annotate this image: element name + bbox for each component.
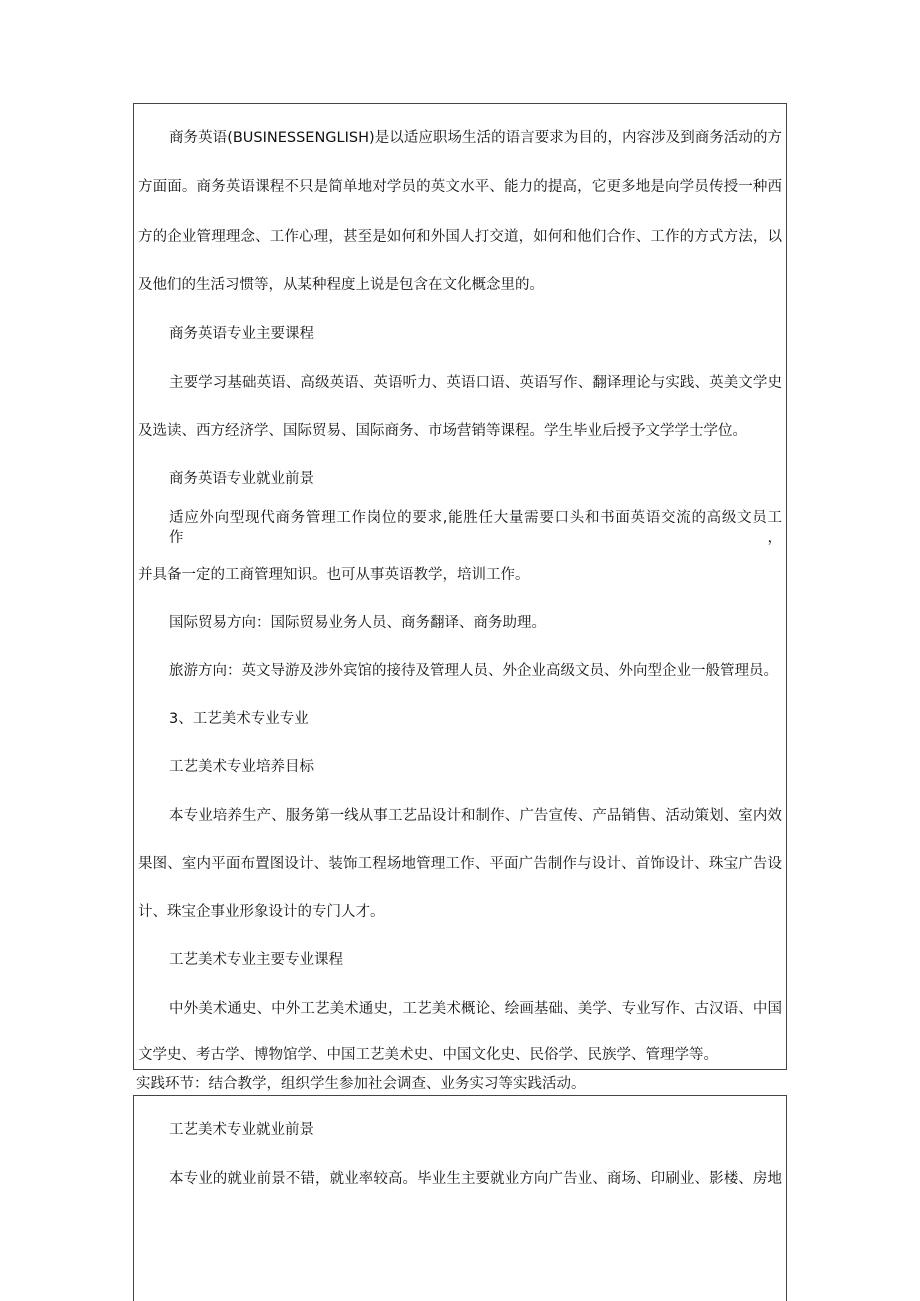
paragraph-line: 旅游方向：英文导游及涉外宾馆的接待及管理人员、外企业高级文员、外向型企业一般管理员。 <box>169 663 778 679</box>
paragraph-line: 方的企业管理理念、工作心理，甚至是如何和外国人打交道，如何和他们合作、工作的方式方法，以 <box>138 229 782 245</box>
section-heading: 工艺美术专业主要专业课程 <box>169 952 343 968</box>
paragraph-line: 果图、室内平面布置图设计、装饰工程场地管理工作、平面广告制作与设计、首饰设计、珠宝广告设 <box>138 856 782 872</box>
paragraph-line: 本专业培养生产、服务第一线从事工艺品设计和制作、广告宣传、产品销售、活动策划、室内效 <box>169 808 782 824</box>
practice-note: 实践环节：结合教学，组织学生参加社会调查、业务实习等实践活动。 <box>136 1076 586 1092</box>
paragraph-line: 中外美术通史、中外工艺美术通史，工艺美术概论、绘画基础、美学、专业写作、古汉语、中国 <box>169 1001 782 1017</box>
paragraph-line: 主要学习基础英语、高级英语、英语听力、英语口语、英语写作、翻译理论与实践、英美文学史 <box>169 375 782 391</box>
section-heading: 商务英语专业就业前景 <box>169 471 314 487</box>
paragraph-line: 并具备一定的工商管理知识。也可从事英语教学，培训工作。 <box>138 567 530 583</box>
paragraph-line: 计、珠宝企事业形象设计的专门人才。 <box>138 904 385 920</box>
paragraph-line: 适应外向型现代商务管理工作岗位的要求,能胜任大量需要口头和书面英语交流的高级文员工作， <box>169 510 782 546</box>
paragraph-line: 方面面。商务英语课程不只是简单地对学员的英文水平、能力的提高，它更多地是向学员传授一种西 <box>138 179 782 195</box>
paragraph-line: 国际贸易方向：国际贸易业务人员、商务翻译、商务助理。 <box>169 615 546 631</box>
paragraph-line: 商务英语(BUSINESSENGLISH)是以适应职场生活的语言要求为目的，内容涉及到商务活动的方 <box>169 130 782 146</box>
section-heading: 工艺美术专业就业前景 <box>169 1122 314 1138</box>
content-frame-top <box>133 103 787 1070</box>
section-heading: 3、工艺美术专业专业 <box>169 711 309 727</box>
section-heading: 工艺美术专业培养目标 <box>169 759 314 775</box>
paragraph-line: 文学史、考古学、博物馆学、中国工艺美术史、中国文化史、民俗学、民族学、管理学等。 <box>138 1047 718 1063</box>
content-frame-bottom <box>133 1095 787 1301</box>
paragraph-line: 本专业的就业前景不错，就业率较高。毕业生主要就业方向广告业、商场、印刷业、影楼、房地 <box>169 1171 782 1187</box>
paragraph-line: 及他们的生活习惯等，从某种程度上说是包含在文化概念里的。 <box>138 277 544 293</box>
paragraph-line: 及选读、西方经济学、国际贸易、国际商务、市场营销等课程。学生毕业后授予文学学士学位。 <box>138 423 747 439</box>
section-heading: 商务英语专业主要课程 <box>169 326 314 342</box>
